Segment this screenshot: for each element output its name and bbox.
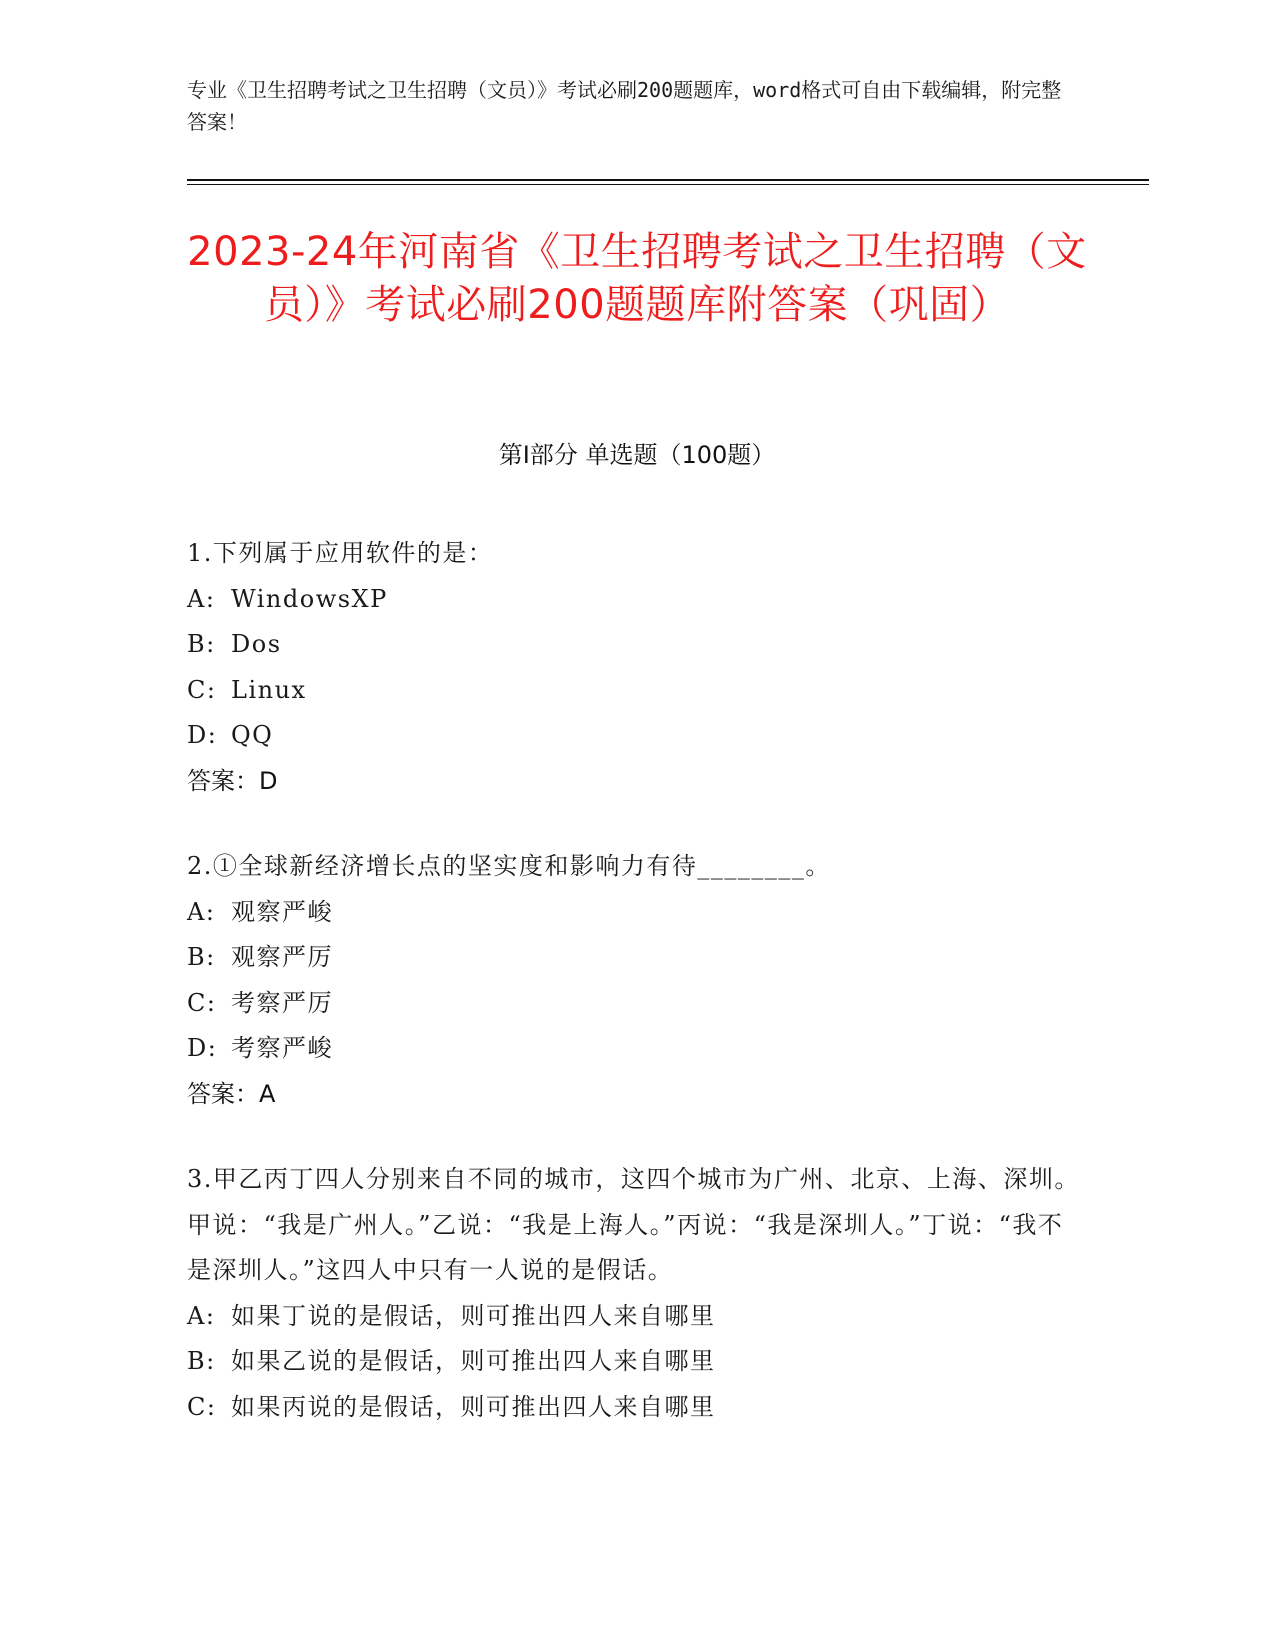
option-text: Linux <box>231 675 307 704</box>
option-text: WindowsXP <box>231 584 388 613</box>
option-letter: C: <box>187 1392 217 1421</box>
option-letter: A: <box>187 1301 216 1330</box>
option-letter: D: <box>187 1034 218 1062</box>
option-a <box>187 1294 1087 1340</box>
option-letter: A: <box>187 897 216 926</box>
option-letter: B: <box>187 943 216 971</box>
question-stem: 2.①全球新经济增长点的坚实度和影响力有待________。 <box>187 852 831 880</box>
header-divider-thick <box>187 179 1149 181</box>
option-text: 观察严厉 <box>231 943 333 971</box>
header-divider-thin <box>187 184 1149 185</box>
option-letter: C: <box>187 675 217 704</box>
option-c <box>187 668 1087 714</box>
header-note: 专业《卫生招聘考试之卫生招聘（文员）》考试必刷200题题库，word格式可自由下载编辑，附完整答案！ <box>187 78 1062 134</box>
option-a <box>187 890 1087 936</box>
option-text: 如果乙说的是假话，则可推出四人来自哪里 <box>231 1347 716 1375</box>
option-d <box>187 1026 1087 1072</box>
option-b <box>187 622 1087 668</box>
option-c <box>187 1385 1087 1431</box>
option-letter: C: <box>187 988 217 1017</box>
option-text: 如果丁说的是假话，则可推出四人来自哪里 <box>231 1301 716 1330</box>
option-text: 观察严峻 <box>231 897 333 926</box>
option-letter: B: <box>187 630 216 658</box>
question-list <box>187 531 1087 1470</box>
option-text: QQ <box>231 721 274 749</box>
option-letter: A: <box>187 584 216 613</box>
option-text: Dos <box>231 630 282 658</box>
document-title: 2023-24年河南省《卫生招聘考试之卫生招聘（文员）》考试必刷200题题库附答案（巩固） <box>187 229 1087 328</box>
option-a <box>187 577 1087 623</box>
question-stem: 3.甲乙丙丁四人分别来自不同的城市，这四个城市为广州、北京、上海、深圳。甲说：“我是广州人。”乙说：“我是上海人。”丙说：“我是深圳人。”丁说：“我不是深圳人。”这四人中只有一人说的是假话。 <box>187 1165 1080 1284</box>
question-3 <box>187 1157 1087 1430</box>
option-letter: B: <box>187 1347 216 1375</box>
question-2 <box>187 844 1087 1117</box>
answer-line: 答案：D <box>187 766 278 795</box>
option-text: 考察严厉 <box>231 988 333 1017</box>
question-1 <box>187 531 1087 804</box>
option-letter: D: <box>187 721 218 749</box>
option-text: 考察严峻 <box>231 1034 333 1062</box>
option-b <box>187 1339 1087 1385</box>
section-title: 第Ⅰ部分 单选题（100题） <box>498 441 776 469</box>
option-text: 如果丙说的是假话，则可推出四人来自哪里 <box>231 1392 716 1421</box>
answer-line: 答案：A <box>187 1079 276 1108</box>
option-b <box>187 935 1087 981</box>
option-d <box>187 713 1087 759</box>
question-stem: 1.下列属于应用软件的是： <box>187 539 494 567</box>
option-c <box>187 981 1087 1027</box>
